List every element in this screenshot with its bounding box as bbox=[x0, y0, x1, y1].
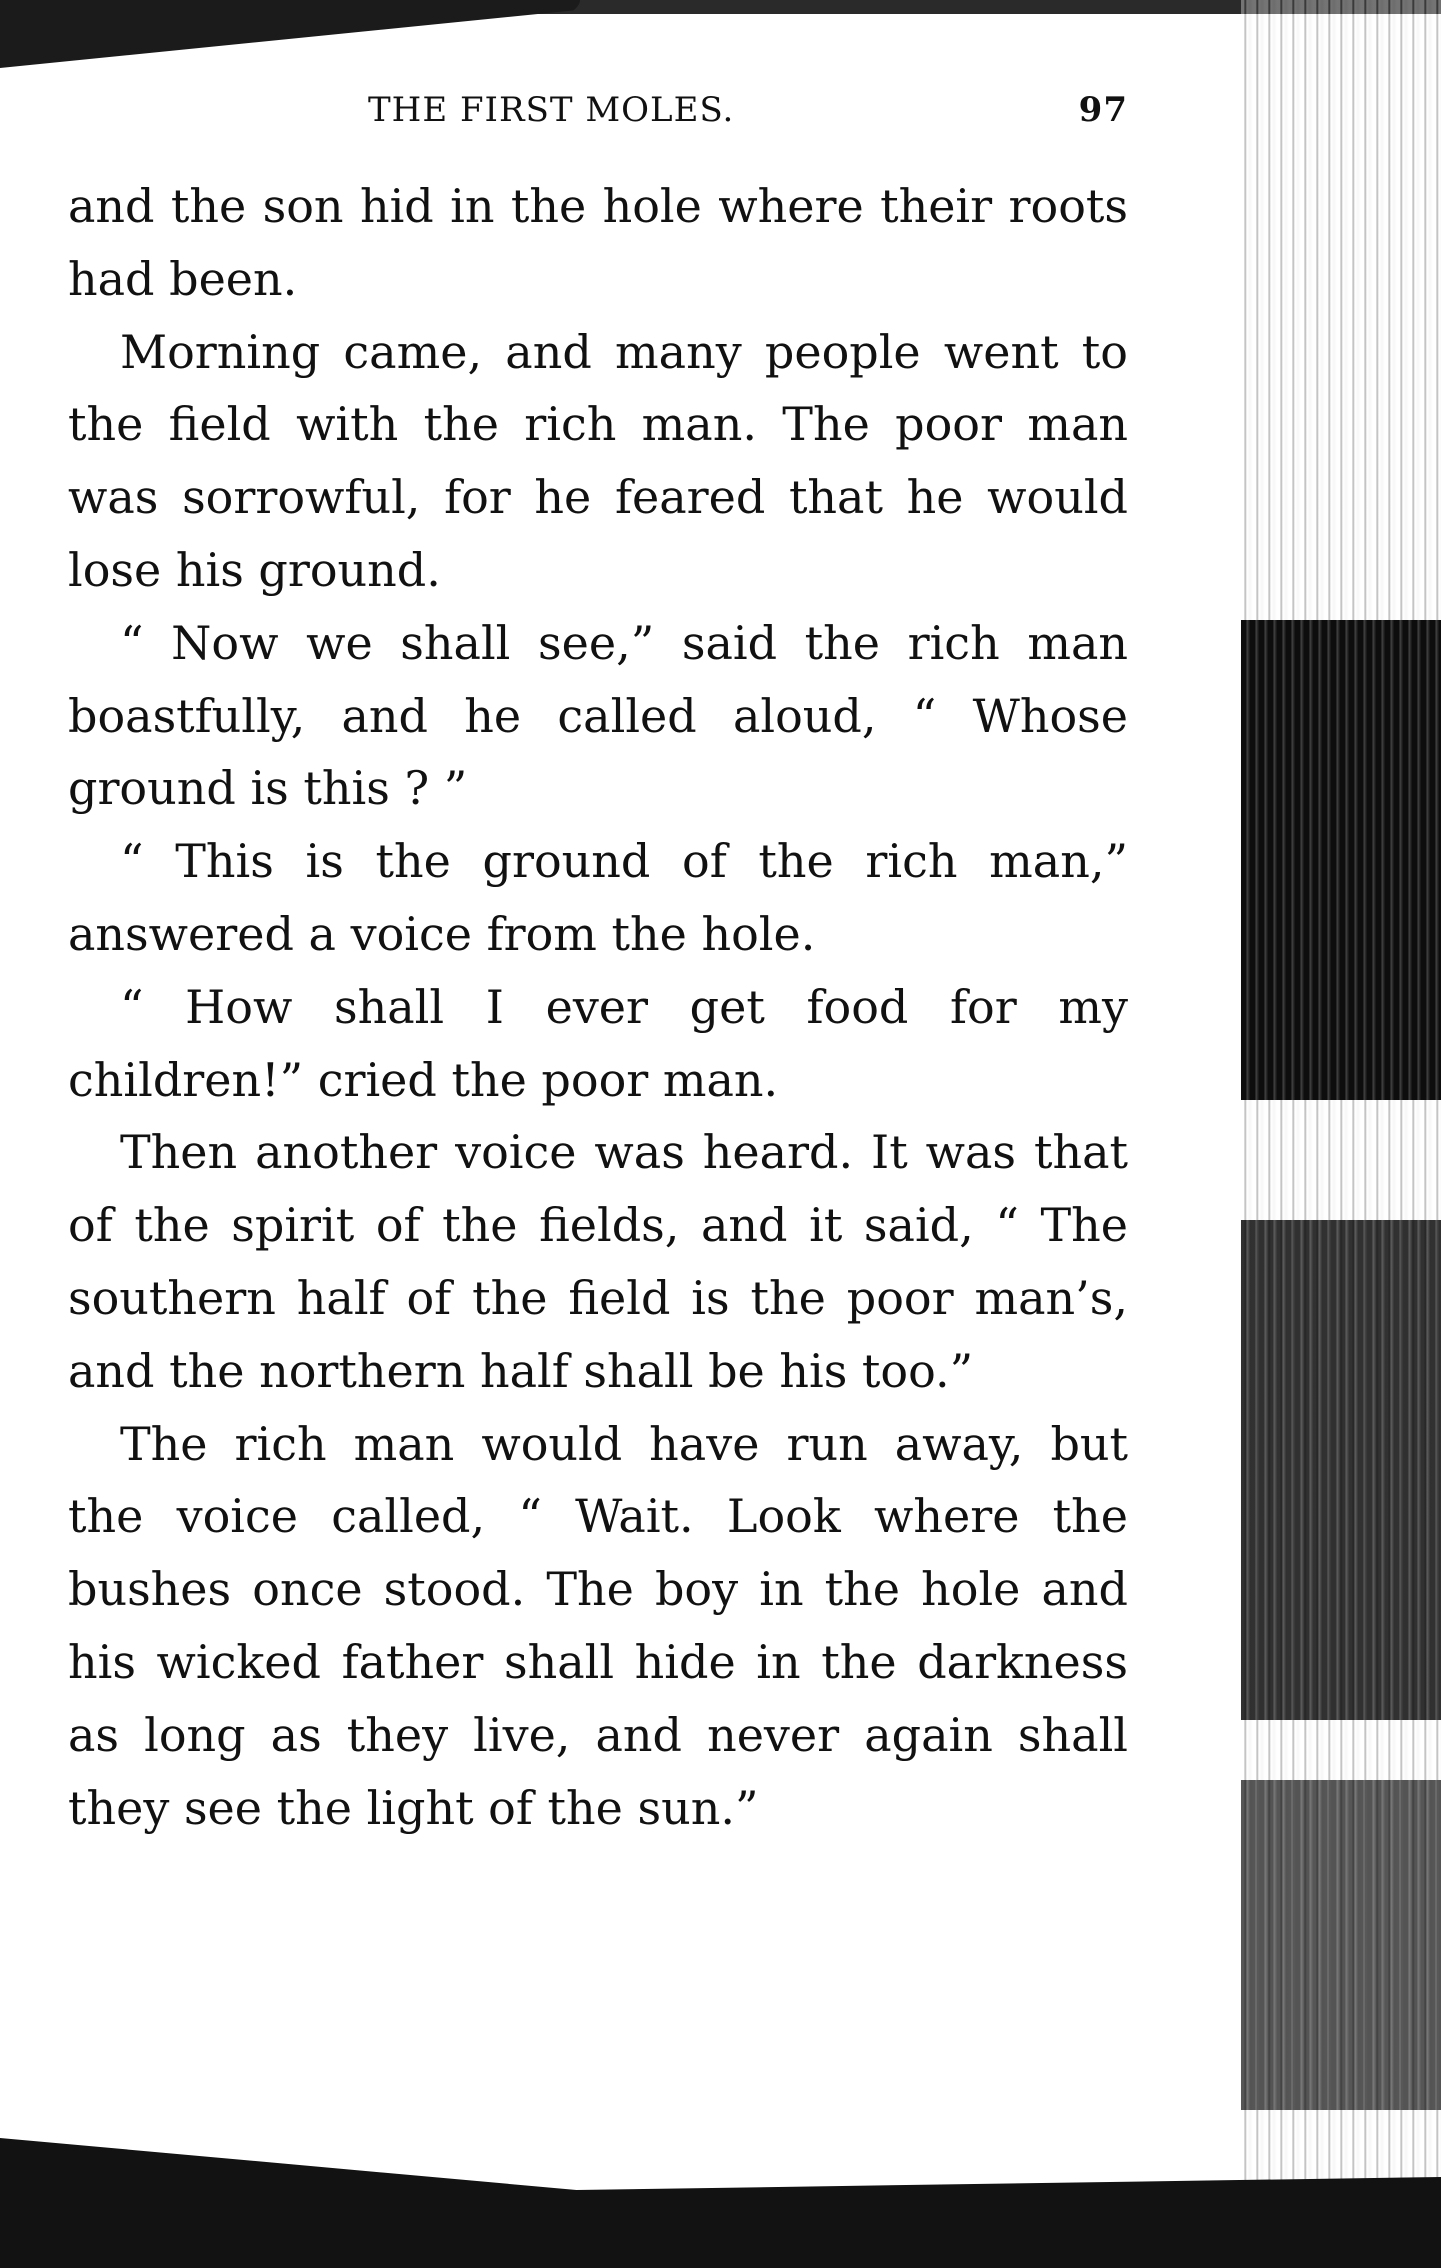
fore-edge-dark-band bbox=[1241, 620, 1441, 1100]
paragraph: Then another voice was heard. It was that of the spirit of the fields, and it said, “ The southern half of the field is the poor man’s, and the northern half shall be his too.” bbox=[68, 1125, 1128, 1398]
body-text bbox=[68, 170, 1128, 1844]
page-number: 97 bbox=[1078, 90, 1128, 130]
fore-edge-dark-band bbox=[1241, 1220, 1441, 1720]
paragraph: “ Now we shall see,” said the rich man boastfully, and he called aloud, “ Whose ground is this ? ” bbox=[68, 615, 1128, 816]
running-title: THE FIRST MOLES. bbox=[368, 90, 735, 130]
page-curl-shadow bbox=[0, 0, 580, 70]
paragraph: and the son hid in the hole where their roots had been. bbox=[68, 179, 1128, 306]
book-page bbox=[68, 90, 1128, 1844]
paragraph: The rich man would have run away, but the voice called, “ Wait. Look where the bushes once stood. The boy in the hole and his wicked father shall hide in the darkness as long as they live, and never again shall they see the light of the sun.” bbox=[68, 1416, 1128, 1835]
paragraph: “ This is the ground of the rich man,” answered a voice from the hole. bbox=[68, 834, 1128, 961]
fore-edge-dark-band bbox=[1241, 1780, 1441, 2110]
running-head bbox=[68, 90, 1128, 150]
paragraph: Morning came, and many people went to the field with the rich man. The poor man was sorrowful, for he feared that he would lose his ground. bbox=[68, 324, 1128, 597]
paragraph: “ How shall I ever get food for my children!” cried the poor man. bbox=[68, 979, 1128, 1107]
scan-bottom-shadow bbox=[0, 2138, 1441, 2268]
